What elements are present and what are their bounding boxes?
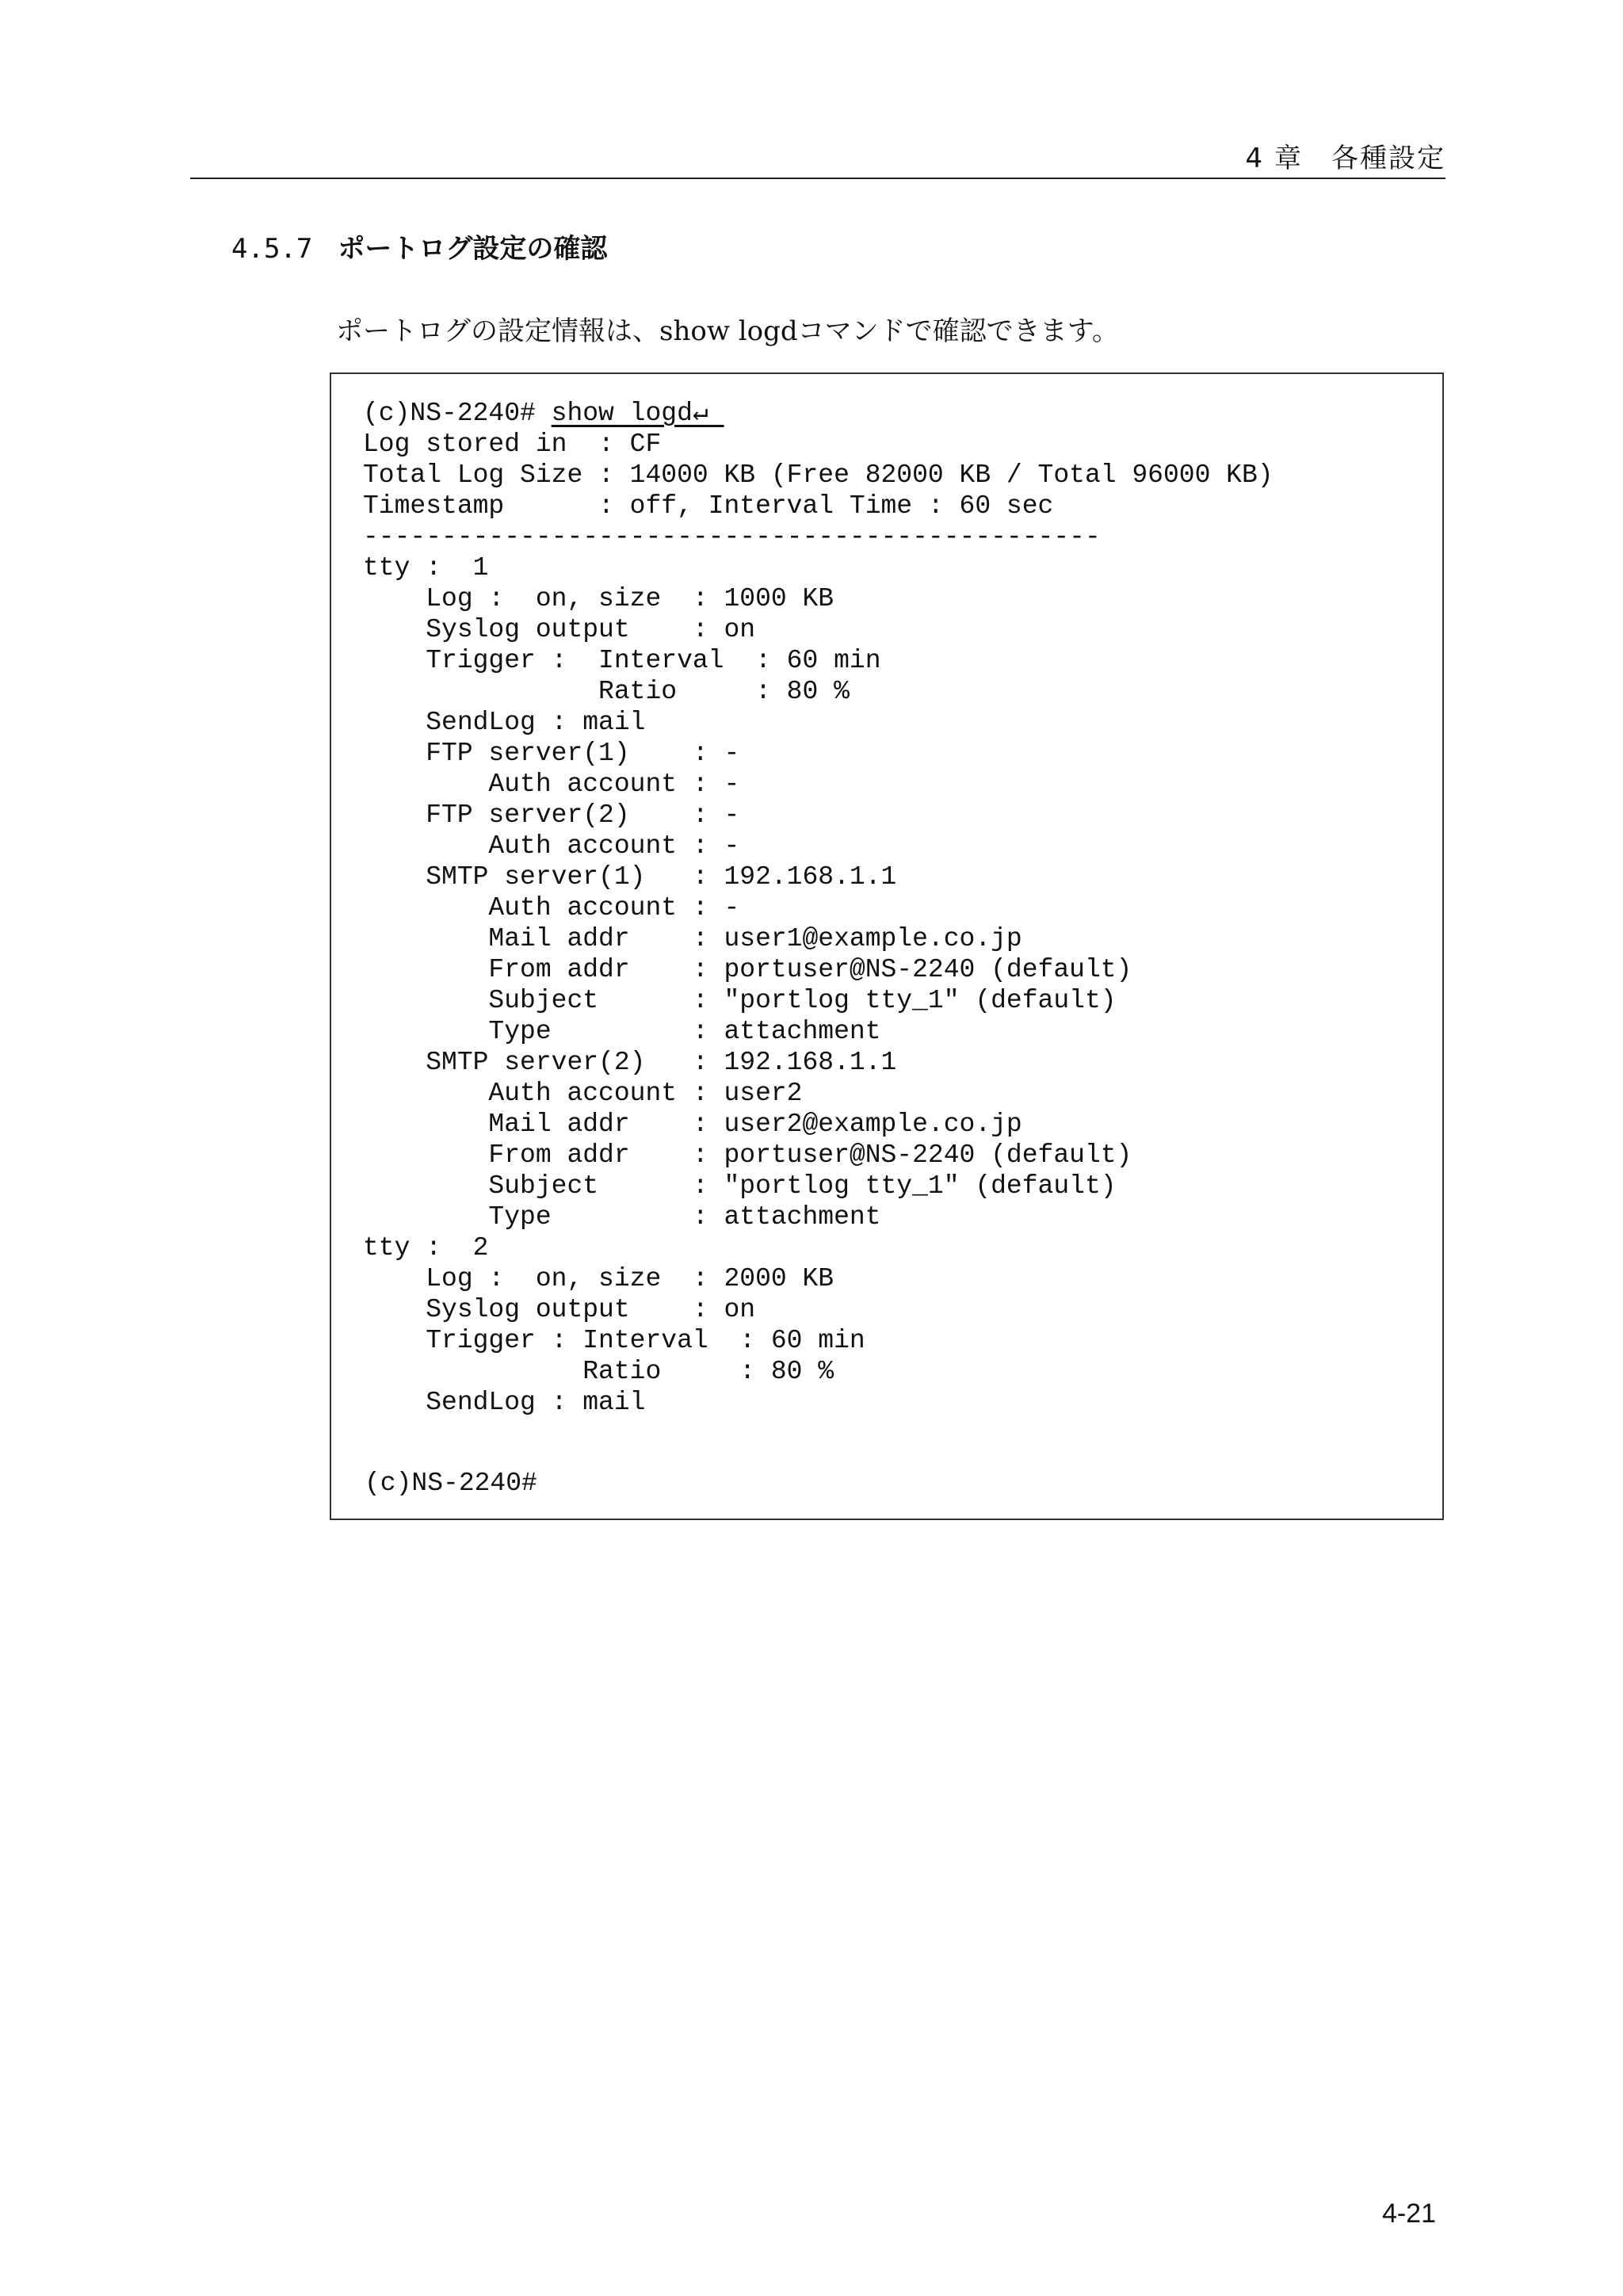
terminal-final-prompt: (c)NS-2240# (365, 1469, 537, 1498)
terminal-line: Mail addr : user1@example.co.jp (363, 924, 1022, 953)
section-heading (231, 227, 607, 266)
terminal-line: SendLog : mail (363, 1388, 646, 1417)
chapter-header: 4 章 各種設定 (1245, 143, 1445, 174)
terminal-line: Trigger : Interval : 60 min (363, 646, 881, 675)
terminal-line: Subject : "portlog tty_1" (default) (363, 986, 1117, 1015)
terminal-line: From addr : portuser@NS-2240 (default) (363, 955, 1132, 984)
intro-paragraph: ポートログの設定情報は、show logdコマンドで確認できます。 (336, 315, 1119, 347)
terminal-prompt: (c)NS-2240# (363, 399, 552, 428)
terminal-line: Auth account : - (363, 831, 740, 861)
terminal-line: tty : 1 (363, 553, 489, 583)
terminal-line: Type : attachment (363, 1017, 881, 1046)
terminal-line: FTP server(1) : - (363, 739, 740, 768)
header-rule (190, 178, 1445, 179)
terminal-line: Subject : "portlog tty_1" (default) (363, 1171, 1117, 1201)
section-number: 4.5.7 (231, 233, 313, 265)
terminal-output-box (330, 372, 1444, 1520)
terminal-line: Ratio : 80 % (363, 677, 850, 706)
terminal-line: SMTP server(2) : 192.168.1.1 (363, 1048, 897, 1077)
terminal-line: Log : on, size : 1000 KB (363, 584, 834, 613)
terminal-line: SMTP server(1) : 192.168.1.1 (363, 862, 897, 892)
terminal-command: show logd↵ (551, 399, 724, 428)
terminal-line: Total Log Size : 14000 KB (Free 82000 KB / Total 96000 KB) (363, 460, 1274, 490)
terminal-lines (363, 398, 1442, 1418)
terminal-line: SendLog : mail (363, 708, 646, 737)
terminal-line: Timestamp : off, Interval Time : 60 sec (363, 491, 1054, 521)
terminal-line: Auth account : - (363, 893, 740, 923)
terminal-line: Syslog output : on (363, 1295, 756, 1324)
page-number: 4-21 (1381, 2199, 1436, 2229)
section-title: ポートログ設定の確認 (338, 233, 608, 265)
terminal-line: Log : on, size : 2000 KB (363, 1264, 834, 1293)
terminal-line: Trigger : Interval : 60 min (363, 1326, 865, 1355)
terminal-line: FTP server(2) : - (363, 800, 740, 830)
terminal-line: Auth account : - (363, 770, 740, 799)
terminal-line: Log stored in : CF (363, 430, 662, 459)
terminal-line: Mail addr : user2@example.co.jp (363, 1110, 1022, 1139)
terminal-line: Syslog output : on (363, 615, 756, 644)
terminal-line: From addr : portuser@NS-2240 (default) (363, 1140, 1132, 1170)
terminal-line: Ratio : 80 % (363, 1357, 834, 1386)
terminal-line: tty : 2 (363, 1233, 489, 1263)
terminal-line: ----------------------------------------------- (363, 522, 1101, 552)
terminal-line: Auth account : user2 (363, 1079, 803, 1108)
terminal-line: Type : attachment (363, 1202, 881, 1232)
